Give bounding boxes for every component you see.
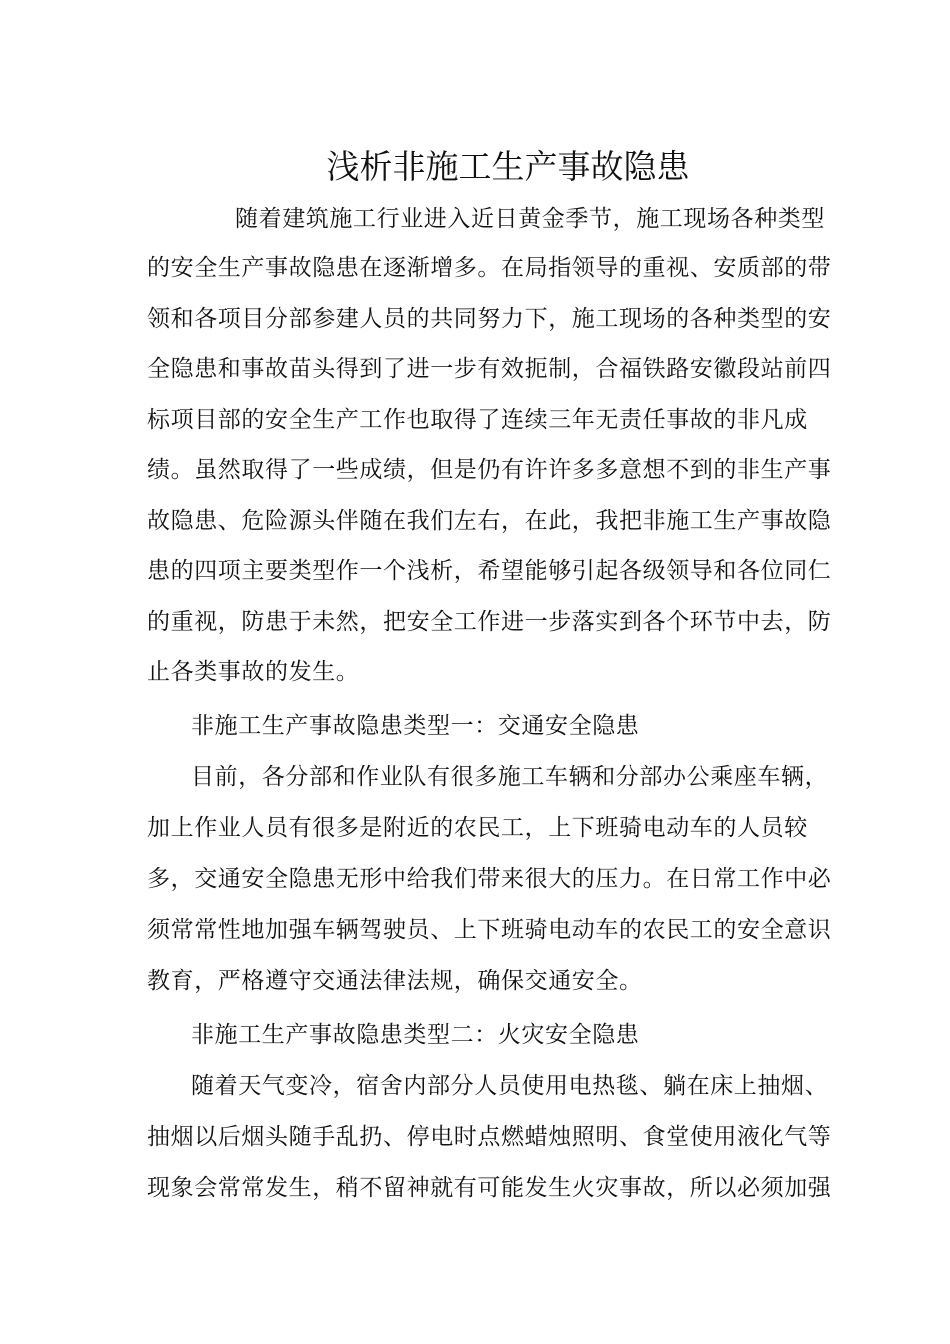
paragraph-line: 现象会常常发生，稍不留神就有可能发生火灾事故，所以必须加强 — [147, 1175, 832, 1201]
paragraph-line: 加上作业人员有很多是附近的农民工，上下班骑电动车的人员较 — [147, 815, 808, 841]
section-heading: 非施工生产事故隐患类型二：火灾安全隐患 — [191, 1022, 640, 1048]
paragraph-line: 须常常性地加强车辆驾驶员、上下班骑电动车的农民工的安全意识 — [147, 917, 832, 943]
paragraph-line: 随着天气变冷，宿舍内部分人员使用电热毯、躺在床上抽烟、 — [191, 1073, 829, 1099]
paragraph-line: 的重视，防患于未然，把安全工作进一步落实到各个环节中去，防 — [147, 609, 832, 635]
paragraph-line: 目前，各分部和作业队有很多施工车辆和分部办公乘座车辆， — [191, 764, 829, 790]
paragraph-line: 患的四项主要类型作一个浅析，希望能够引起各级领导和各位同仁 — [147, 558, 832, 584]
paragraph-line: 标项目部的安全生产工作也取得了连续三年无责任事故的非凡成 — [147, 407, 808, 433]
paragraph-line: 止各类事故的发生。 — [147, 659, 360, 685]
paragraph-line: 的安全生产事故隐患在逐渐增多。在局指领导的重视、安质部的带 — [147, 255, 832, 281]
paragraph-line: 领和各项目分部参建人员的共同努力下，施工现场的各种类型的安 — [147, 306, 832, 332]
paragraph-line: 全隐患和事故苗头得到了进一步有效扼制，合福铁路安徽段站前四 — [147, 356, 832, 382]
paragraph-line: 绩。虽然取得了一些成绩，但是仍有许许多多意想不到的非生产事 — [147, 457, 832, 483]
paragraph-line: 随着建筑施工行业进入近日黄金季节，施工现场各种类型 — [235, 206, 825, 232]
paragraph-line: 抽烟以后烟头随手乱扔、停电时点燃蜡烛照明、食堂使用液化气等 — [147, 1124, 832, 1150]
paragraph-line: 故隐患、危险源头伴随在我们左右，在此，我把非施工生产事故隐 — [147, 508, 832, 534]
section-heading: 非施工生产事故隐患类型一：交通安全隐患 — [191, 713, 640, 739]
document-title: 浅析非施工生产事故隐患 — [326, 147, 690, 187]
paragraph-line: 教育，严格遵守交通法律法规，确保交通安全。 — [147, 968, 643, 994]
paragraph-line: 多，交通安全隐患无形中给我们带来很大的压力。在日常工作中必 — [147, 866, 832, 892]
